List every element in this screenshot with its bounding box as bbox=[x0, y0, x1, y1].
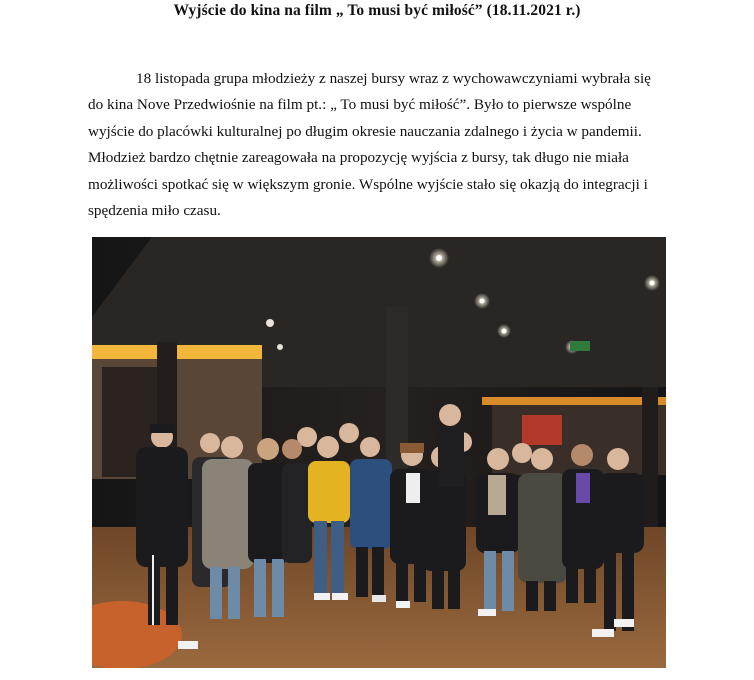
paragraph-line: 18 listopada grupa młodzieży z naszej bursy wraz z wychowawczyniami wybrała się bbox=[136, 70, 651, 87]
paragraph-line: do kina Nove Przedwiośnie na film pt.: „ To musi być miłość”. Było to pierwsze wspólne bbox=[88, 96, 632, 114]
paragraph-line: Młodzież bardzo chętnie zareagowała na propozycję wyjścia z bursy, tak długo nie miała bbox=[88, 149, 629, 167]
yellow-jacket bbox=[308, 461, 350, 523]
group-photo bbox=[92, 237, 666, 668]
page-title: Wyjście do kina na film „ To musi być miłość” (18.11.2021 r.) bbox=[173, 2, 581, 19]
paragraph-line: możliwości spotkać się w większym gronie. Wspólne wyjście stało się okazją do integracji i bbox=[88, 175, 648, 193]
cinema-lobby-photo bbox=[92, 237, 666, 668]
paragraph-line: wyjście do placówki kulturalnej po długim okresie nauczania zdalnego i życia w pandemii. bbox=[88, 122, 642, 140]
paragraph-line: spędzenia miło czasu. bbox=[88, 202, 221, 220]
article-paragraph bbox=[88, 66, 678, 224]
